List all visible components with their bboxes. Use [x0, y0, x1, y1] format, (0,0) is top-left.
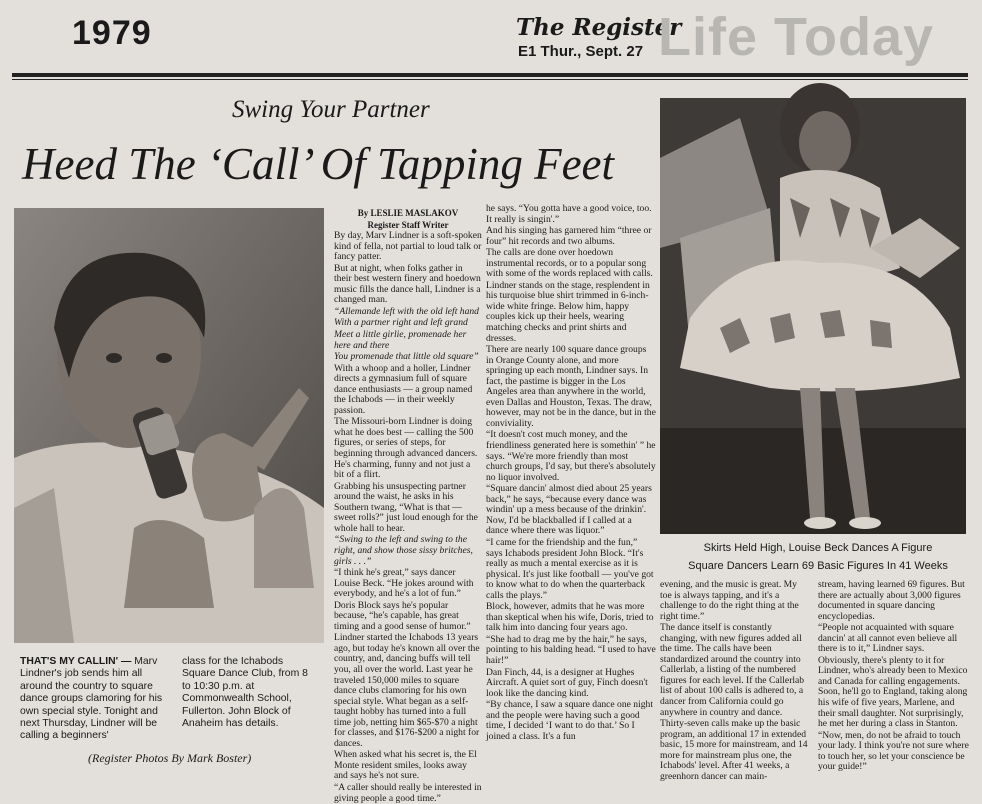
article-column-1 — [334, 208, 482, 804]
photo-caption-right-subtitle: Square Dancers Learn 69 Basic Figures In 41 Weeks — [688, 560, 948, 572]
paragraph: Obviously, there's plenty to it for Lindner, who's already been to Mexico and Canada for calling engagements. Soon, he'll go to England, taking along his wife of five years, Marlene, and their small daughter. Not surprisingly, he met her during a class in Stanton. — [818, 654, 968, 730]
paragraph: “Now, men, do not be afraid to touch your lady. I think you're not sure where to touch her, so let your conscience be your guide!” — [818, 729, 969, 773]
call-lyric: You promenade that little old square” — [334, 351, 479, 363]
call-lyric: Meet a little girlie, promenade her here and there — [334, 329, 467, 351]
call-lyric: “Allemande left with the old left hand — [334, 305, 479, 317]
paragraph: The Missouri-born Lindner is doing what he does best — calling the 500 figures, or series of steps, for beginning through advanced dancers. He's charming, funny and not just a bit of a flirt. — [334, 416, 478, 481]
edition-date: E1 Thur., Sept. 27 — [518, 43, 644, 60]
paragraph: stream, having learned 69 figures. But there are actually about 3,000 figures documented in square dancing encyclopedias. — [818, 579, 965, 622]
paragraph: “I think he's great,” says dancer Louise Beck. “He jokes around with everybody, and he's a lot of fun.” — [334, 567, 474, 600]
photo-dancer — [660, 98, 966, 534]
paragraph: “By chance, I saw a square dance one night and the people were having such a good time, I decided ‘I want to do that.’ So I joined a class. It's a fun — [486, 699, 654, 742]
newspaper-name: The Register — [516, 14, 682, 41]
paragraph: Doris Block says he's popular because, “he's capable, has great timing and a good sense of humor.” — [334, 599, 471, 632]
paragraph: “She had to drag me by the hair,” he says, pointing to his balding head. “I used to have hair!” — [486, 633, 656, 666]
headline: Heed The ‘Call’ Of Tapping Feet — [22, 139, 615, 189]
call-lyric: “Swing to the left and swing to the right, and show those sissy britches, girls . . .” — [334, 534, 473, 567]
photo-caption-left-continued: class for the Ichabods Square Dance Club, from 8 to 10:30 p.m. at Commonwealth School, Fullerton. John Block of Anaheim has details. — [182, 656, 308, 730]
byline: By LESLIE MASLAKOV — [357, 208, 459, 218]
paragraph: “People not acquainted with square dancin' at all cannot even believe all there is to it,” Lindner says. — [818, 622, 958, 655]
paragraph: Grabbing his unsuspecting partner around the waist, he asks in his Southern twang, “What is that — sweet rolls?” just loud enough for the whole hall to hear. — [334, 480, 478, 534]
article-column-4 — [818, 580, 970, 778]
caption-lead: THAT'S MY CALLIN' — — [20, 656, 132, 667]
masthead-rule — [12, 73, 968, 77]
kicker: Swing Your Partner — [232, 96, 430, 123]
photo-caption-right-title: Skirts Held High, Louise Beck Dances A Figure — [703, 542, 933, 554]
article-column-2 — [486, 204, 656, 778]
photo-credit: (Register Photos By Mark Boster) — [88, 751, 252, 765]
paragraph: The dance itself is constantly changing, with new figures added all the time. The calls have been standardized around the country into Callerlab, a listing of the numbered figures for each level. If the Callerlab list of about 100 calls is adhered to, a dancer from California could go anywhere in country and dance. — [660, 622, 805, 718]
section-title: Life Today — [658, 7, 935, 67]
call-lyric: With a partner right and left grand — [334, 317, 468, 329]
paragraph: Block, however, admits that he was more than skeptical when his wife, Doris, tried to talk him into dancing four years ago. — [486, 601, 654, 634]
photo-caption-left — [20, 656, 166, 743]
paragraph: The calls are done over hoedown instrumental records, or to a popular song with some of the words replaced with calls. — [486, 247, 653, 280]
paragraph: “I came for the friendship and the fun,” says Ichabods president John Block. “It's really as much a mental exercise as it is physical. It's just like football — you've got to know what to do when the quarterback calls the plays.” — [486, 536, 654, 601]
paragraph: evening, and the music is great. My toe is always tapping, and it's a challenge to do the right thing at the right time.” — [660, 579, 799, 622]
paragraph: Lindner started the Ichabods 13 years ago, but today he's known all over the country, and, dancing buffs will tell you, all over the world. Last year he traveled 150,000 miles to square dance clubs clamoring for his own special style. What began as a self-taught hobby has turned into a full time job, netting him $65-$70 a night for classes, and $176-$200 a night for dances. — [334, 632, 480, 749]
byline-title: Register Staff Writer — [367, 219, 449, 230]
photo-caller — [14, 208, 324, 643]
paragraph: And his singing has garnered him “three or four” hit records and two albums. — [486, 225, 652, 247]
paragraph: When asked what his secret is, the El Monte resident smiles, looks away and says he's not sure. — [334, 749, 477, 782]
paragraph: “A caller should really be interested in giving people a good time.” — [334, 781, 482, 804]
paragraph: Lindner stands on the stage, resplendent in his turquoise blue shirt trimmed in 6-inch-wide white fringe. Below him, happy couples kick up their heels, wearing matching checks and print shirts and dresses. — [486, 279, 650, 344]
paragraph: Dan Finch, 44, is a designer at Hughes Aircraft. A quiet sort of guy, Finch doesn't look like the dancing kind. — [486, 666, 648, 699]
paragraph: But at night, when folks gather in their best western finery and hoedown music fills the dance hall, Lindner is a changed man. — [334, 262, 481, 306]
paragraph: By day, Marv Lindner is a soft-spoken kind of fella, not partial to loud talk or fancy patter. — [334, 230, 482, 263]
masthead-rule-thin — [12, 79, 968, 80]
caption-text: Marv Lindner's job sends him all around the country to square dance groups clamoring for his own special style. Tonight and next Thursday, Lindner will be calling a beginners' — [20, 656, 163, 742]
paragraph: There are nearly 100 square dance groups in Orange County alone, and more springing up each month, Lindner says. In fact, the pastime is bigger in the Los Angeles area than anywhere in the world, even Dallas and Houston, Texas. The draw, however, may not be in the dance, but in the conviviality. — [486, 344, 656, 429]
edition-year: 1979 — [72, 14, 152, 52]
paragraph: he says. “You gotta have a good voice, too. It really is singin'.” — [486, 203, 652, 225]
paragraph: “Square dancin' almost died about 25 years back,” he says, “because every dance was windin' up a mess because of the drinkin'. Now, I'd be blackballed if I called at a dance where there was liquor.” — [486, 483, 652, 537]
paragraph: “It doesn't cost much money, and the friendliness generated here is somethin' ” he says. “We're more friendly than most church groups, I'd say, but there's absolutely no liquor involved. — [486, 429, 656, 483]
article-column-3 — [660, 579, 810, 782]
paragraph: Thirty-seven calls make up the basic program, an additional 17 in extended basic, 15 more for mainstream, and 14 more for mainstream plus one, the Ichabods' level. After 41 weeks, a greenhorn dancer can main- — [660, 718, 808, 782]
paragraph: With a whoop and a holler, Lindner directs a gymnasium full of square dance enthusiasts — a group named the Ichabods — in their weekly passion. — [334, 362, 473, 416]
